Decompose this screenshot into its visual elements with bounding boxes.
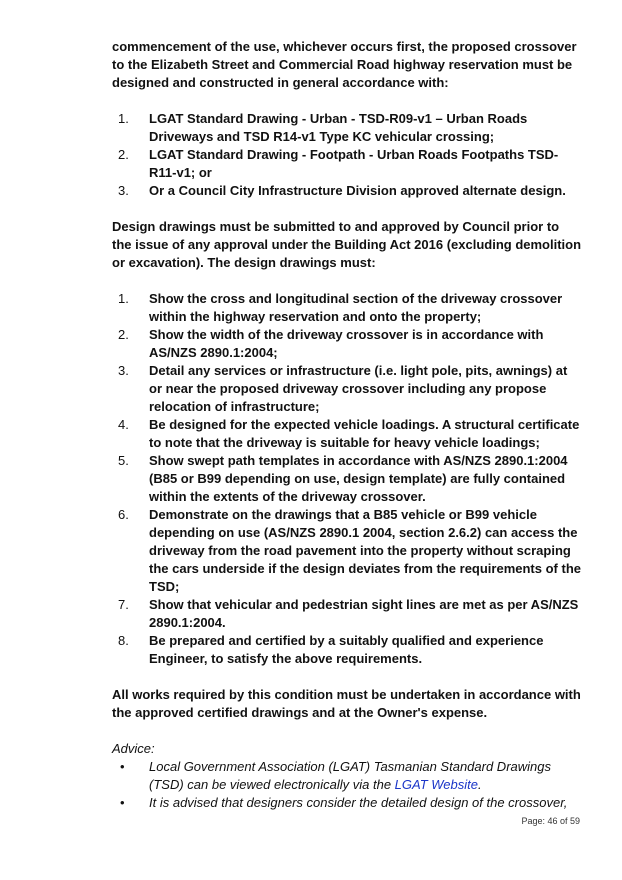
list-item: 2. Show the width of the driveway crossover is in accordance with AS/NZS 2890.1:2004; bbox=[118, 327, 544, 360]
works-paragraph: All works required by this condition must be undertaken in accordance with the approved certified drawings and at the Owner's expense. bbox=[112, 687, 581, 720]
lgat-website-link[interactable]: LGAT Website bbox=[394, 777, 478, 792]
list-item: 3. Or a Council City Infrastructure Division approved alternate design. bbox=[118, 183, 566, 198]
design-drawings-paragraph: Design drawings must be submitted to and approved by Council prior to the issue of any approval under the Building Act 2016 (excluding demolition or excavation). The design drawings must: bbox=[112, 219, 582, 270]
design-requirements-list bbox=[112, 290, 582, 668]
list-item: 5. Show swept path templates in accordance with AS/NZS 2890.1:2004 (B85 or B99 depending on use, design template) are fully contained within the extents of the driveway crossover. bbox=[118, 453, 568, 504]
list-item: 4. Be designed for the expected vehicle loadings. A structural certificate to note that the driveway is suitable for heavy vehicle loadings; bbox=[118, 417, 580, 450]
standard-drawings-list bbox=[112, 110, 582, 200]
advice-label: Advice: bbox=[112, 741, 155, 756]
intro-paragraph: commencement of the use, whichever occurs first, the proposed crossover to the Elizabeth Street and Commercial Road highway reservation must be designed and constructed in general accordance with: bbox=[112, 39, 577, 90]
page-number: Page: 46 of 59 bbox=[521, 816, 580, 826]
advice-item: • Local Government Association (LGAT) Tasmanian Standard Drawings (TSD) can be viewed electronically via the LGAT Website. bbox=[120, 759, 551, 792]
bullet-icon: • bbox=[120, 795, 125, 810]
list-item: 1. Show the cross and longitudinal section of the driveway crossover within the highway reservation and onto the property; bbox=[118, 291, 563, 324]
bullet-icon: • bbox=[120, 759, 125, 774]
list-item: 6. Demonstrate on the drawings that a B85 vehicle or B99 vehicle depending on use (AS/NZS 2890.1 2004, section 2.6.2) can access the driveway from the road pavement into the property without scraping the cars underside if the design deviates from the requirements of the TSD; bbox=[118, 507, 581, 594]
advice-item: • It is advised that designers consider the detailed design of the crossover, bbox=[120, 795, 568, 810]
list-item: 1. LGAT Standard Drawing - Urban - TSD-R09-v1 – Urban Roads Driveways and TSD R14-v1 Type KC vehicular crossing; bbox=[118, 111, 528, 144]
advice-list bbox=[112, 758, 582, 812]
list-item: 7. Show that vehicular and pedestrian sight lines are met as per AS/NZS 2890.1:2004. bbox=[118, 597, 579, 630]
list-item: 3. Detail any services or infrastructure (i.e. light pole, pits, awnings) at or near the proposed driveway crossover including any propose relocation of infrastructure; bbox=[118, 363, 568, 414]
list-item: 2. LGAT Standard Drawing - Footpath - Urban Roads Footpaths TSD-R11-v1; or bbox=[118, 147, 559, 180]
list-item: 8. Be prepared and certified by a suitably qualified and experience Engineer, to satisfy the above requirements. bbox=[118, 633, 544, 666]
document-page bbox=[112, 38, 582, 812]
